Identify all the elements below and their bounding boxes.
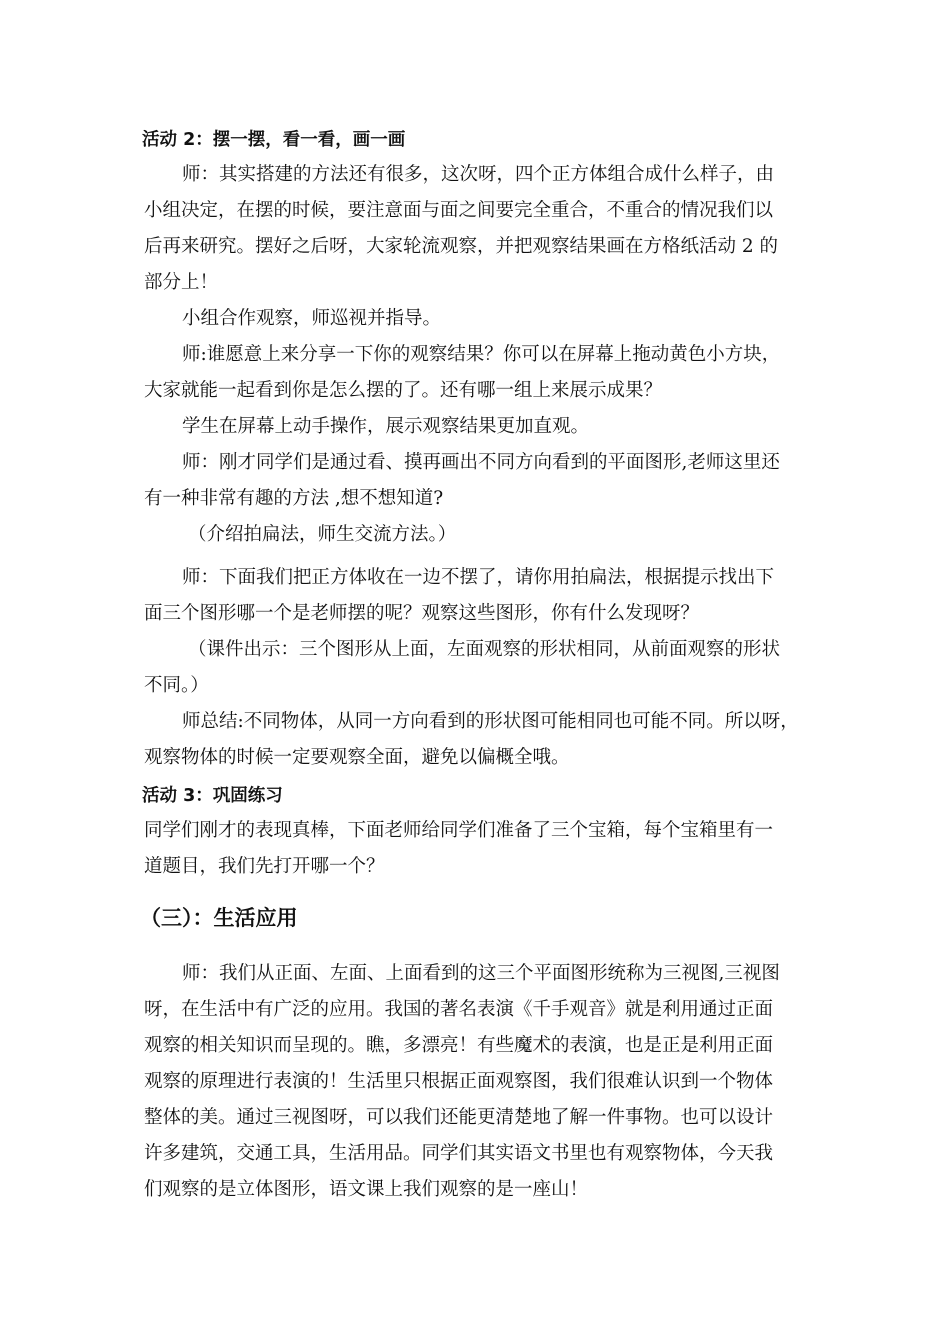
paragraph-line: 观察的相关知识而呈现的。瞧，多漂亮！有些魔术的表演，也是正是利用正面 xyxy=(144,1035,774,1056)
paragraph-line: （课件出示：三个图形从上面，左面观察的形状相同，从前面观察的形状 xyxy=(188,639,781,660)
paragraph-line: 师：刚才同学们是通过看、摸再画出不同方向看到的平面图形,老师这里还 xyxy=(182,452,780,473)
paragraph-line: 观察的原理进行表演的！生活里只根据正面观察图，我们很难认识到一个物体 xyxy=(144,1071,774,1092)
paragraph-line: 大家就能一起看到你是怎么摆的了。还有哪一组上来展示成果？ xyxy=(144,380,663,401)
paragraph-line: 学生在屏幕上动手操作，展示观察结果更加直观。 xyxy=(182,416,590,437)
paragraph-line: 面三个图形哪一个是老师摆的呢？观察这些图形，你有什么发现呀？ xyxy=(144,603,700,624)
paragraph-line: 小组合作观察，师巡视并指导。 xyxy=(182,308,442,329)
paragraph-line: 师：其实搭建的方法还有很多，这次呀，四个正方体组合成什么样子，由 xyxy=(182,164,775,185)
paragraph-line: 呀，在生活中有广泛的应用。我国的著名表演《千手观音》就是利用通过正面 xyxy=(144,999,774,1020)
paragraph-line: 后再来研究。摆好之后呀，大家轮流观察，并把观察结果画在方格纸活动 2 的 xyxy=(144,236,779,257)
paragraph-line: 观察物体的时候一定要观察全面，避免以偏概全哦。 xyxy=(144,747,570,768)
section-heading: （三）：生活应用 xyxy=(140,906,298,930)
paragraph-line: 师:谁愿意上来分享一下你的观察结果？你可以在屏幕上拖动黄色小方块， xyxy=(182,344,781,365)
paragraph-line: 许多建筑，交通工具，生活用品。同学们其实语文书里也有观察物体，今天我 xyxy=(144,1143,774,1164)
paragraph-line: 同学们刚才的表现真棒，下面老师给同学们准备了三个宝箱，每个宝箱里有一 xyxy=(144,820,774,841)
paragraph-line: 师：我们从正面、左面、上面看到的这三个平面图形统称为三视图,三视图 xyxy=(182,963,780,984)
paragraph-line: 师总结:不同物体，从同一方向看到的形状图可能相同也可能不同。所以呀， xyxy=(182,711,799,732)
paragraph-line: 小组决定，在摆的时候，要注意面与面之间要完全重合，不重合的情况我们以 xyxy=(144,200,774,221)
paragraph-line: 师：下面我们把正方体收在一边不摆了，请你用拍扁法，根据提示找出下 xyxy=(182,567,775,588)
activity3-heading: 活动 3：巩固练习 xyxy=(142,786,283,806)
paragraph-line: 部分上！ xyxy=(144,272,219,293)
paragraph-line: （介绍拍扁法，师生交流方法。） xyxy=(188,524,457,545)
activity2-heading: 活动 2：摆一摆，看一看，画一画 xyxy=(142,130,406,150)
paragraph-line: 有一种非常有趣的方法 ,想不想知道? xyxy=(144,488,444,509)
paragraph-line: 不同。） xyxy=(144,675,209,696)
paragraph-line: 整体的美。通过三视图呀，可以我们还能更清楚地了解一件事物。也可以设计 xyxy=(144,1107,774,1128)
paragraph-line: 道题目，我们先打开哪一个？ xyxy=(144,856,385,877)
paragraph-line: 们观察的是立体图形，语文课上我们观察的是一座山！ xyxy=(144,1179,589,1200)
